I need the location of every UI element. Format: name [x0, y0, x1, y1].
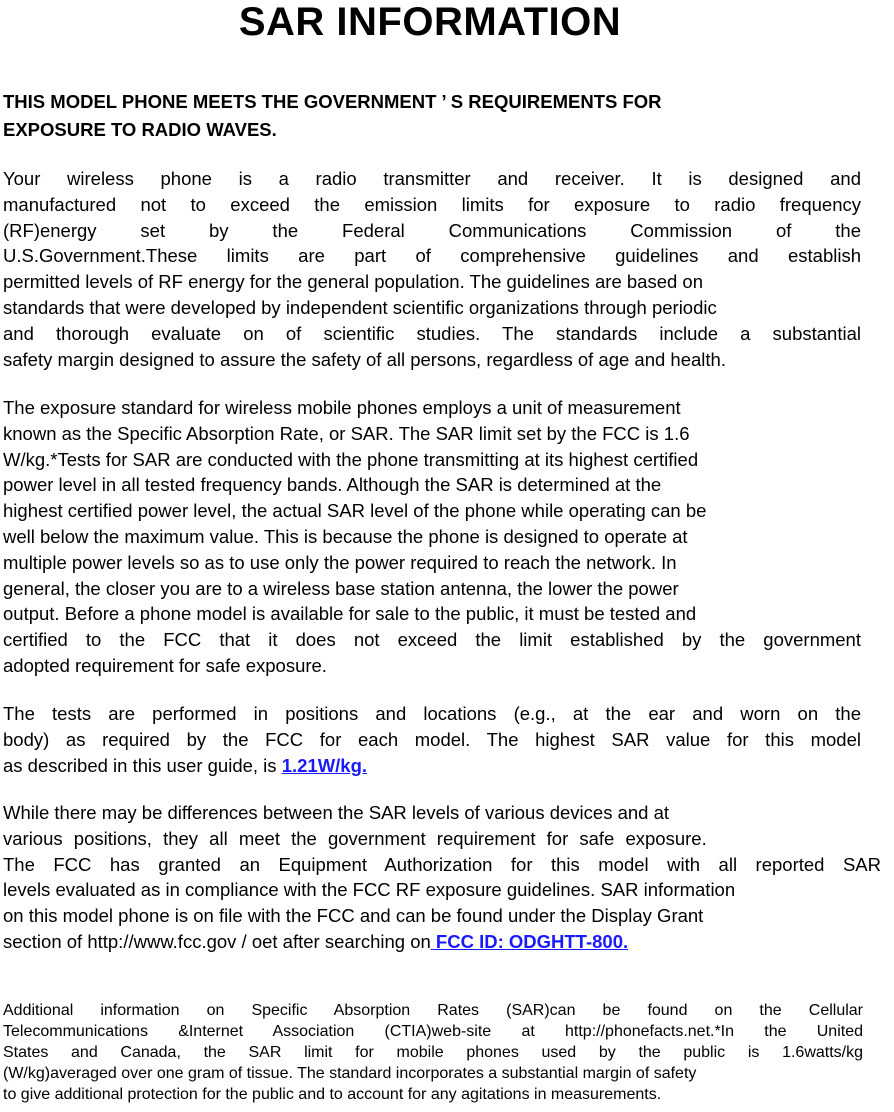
text-line: adopted requirement for safe exposure.: [3, 654, 327, 676]
text-fragment: as described in this user guide, is: [3, 754, 282, 776]
text-line: The tests are performed in positions and locations (e.g., at the ear and worn on the: [3, 703, 861, 724]
text-line: highest certified power level, the actual SAR level of the phone while operating can be: [3, 500, 707, 522]
fcc-id: FCC ID: ODGHTT-800.: [430, 930, 629, 952]
page-title: SAR INFORMATION: [238, 0, 622, 44]
text-line: various positions, they all meet the government requirement for safe exposure.: [3, 827, 707, 849]
text-line: well below the maximum value. This is because the phone is designed to operate at: [3, 525, 688, 547]
text-line: The FCC has granted an Equipment Authorization for this model with all reported SAR: [3, 853, 881, 875]
text-line: Telecommunications &Internet Association (CTIA)web-site at http://phonefacts.net.*In the United: [3, 1023, 863, 1040]
paragraph-exposure-standard: [3, 395, 861, 679]
text-line: The exposure standard for wireless mobile phones employs a unit of measurement: [3, 397, 681, 418]
text-line: safety margin designed to assure the safety of all persons, regardless of age and health.: [3, 348, 726, 370]
paragraph-tests-performed: [3, 701, 861, 778]
text-line: manufactured not to exceed the emission limits for exposure to radio frequency: [3, 193, 861, 215]
heading-line: THIS MODEL PHONE MEETS THE GOVERNMENT ’ S REQUIREMENTS FOR: [3, 91, 662, 112]
paragraph-additional-info: [3, 1000, 863, 1105]
text-fragment: section of http://www.fcc.gov / oet after searching on: [3, 930, 431, 952]
text-line: general, the closer you are to a wireless base station antenna, the lower the power: [3, 577, 679, 599]
text-line: on this model phone is on file with the FCC and can be found under the Display Grant: [3, 905, 704, 927]
text-line: (RF)energy set by the Federal Communications Commission of the: [3, 219, 861, 241]
text-line: multiple power levels so as to use only the power required to reach the network. In: [3, 551, 677, 573]
text-line: [3, 753, 861, 779]
text-line: and thorough evaluate on of scientific studies. The standards include a substantial: [3, 322, 861, 344]
heading-line: EXPOSURE TO RADIO WAVES.: [3, 119, 277, 140]
text-line: body) as required by the FCC for each model. The highest SAR value for this model: [3, 728, 861, 750]
text-line: power level in all tested frequency bands. Although the SAR is determined at the: [3, 474, 662, 496]
text-line: output. Before a phone model is available for sale to the public, it must be tested and: [3, 603, 697, 625]
text-line: States and Canada, the SAR limit for mobile phones used by the public is 1.6watts/kg: [3, 1044, 863, 1061]
sar-value: 1.21W/kg.: [281, 754, 368, 776]
text-line: W/kg.*Tests for SAR are conducted with the phone transmitting at its highest certified: [3, 448, 699, 470]
text-line: Your wireless phone is a radio transmitter and receiver. It is designed and: [3, 168, 861, 189]
text-line: known as the Specific Absorption Rate, or SAR. The SAR limit set by the FCC is 1.6: [3, 422, 690, 444]
text-line: levels evaluated as in compliance with the FCC RF exposure guidelines. SAR information: [3, 879, 736, 901]
compliance-heading: [3, 88, 883, 144]
text-line: [3, 929, 893, 955]
text-line: While there may be differences between the SAR levels of various devices and at: [3, 802, 670, 823]
text-line: certified to the FCC that it does not exceed the limit established by the government: [3, 629, 861, 651]
text-line: Additional information on Specific Absorption Rates (SAR)can be found on the Cellular: [3, 1002, 863, 1019]
paragraph-fcc-authorization: [3, 800, 893, 955]
text-line: permitted levels of RF energy for the general population. The guidelines are based on: [3, 271, 704, 293]
paragraph-wireless-phone: [3, 166, 861, 372]
text-line: U.S.Government.These limits are part of comprehensive guidelines and establish: [3, 245, 861, 267]
text-line: (W/kg)averaged over one gram of tissue. The standard incorporates a substantial margin of safety: [3, 1065, 697, 1082]
text-line: to give additional protection for the public and to account for any agitations in measurements.: [3, 1086, 662, 1103]
text-line: standards that were developed by independent scientific organizations through periodic: [3, 296, 717, 318]
